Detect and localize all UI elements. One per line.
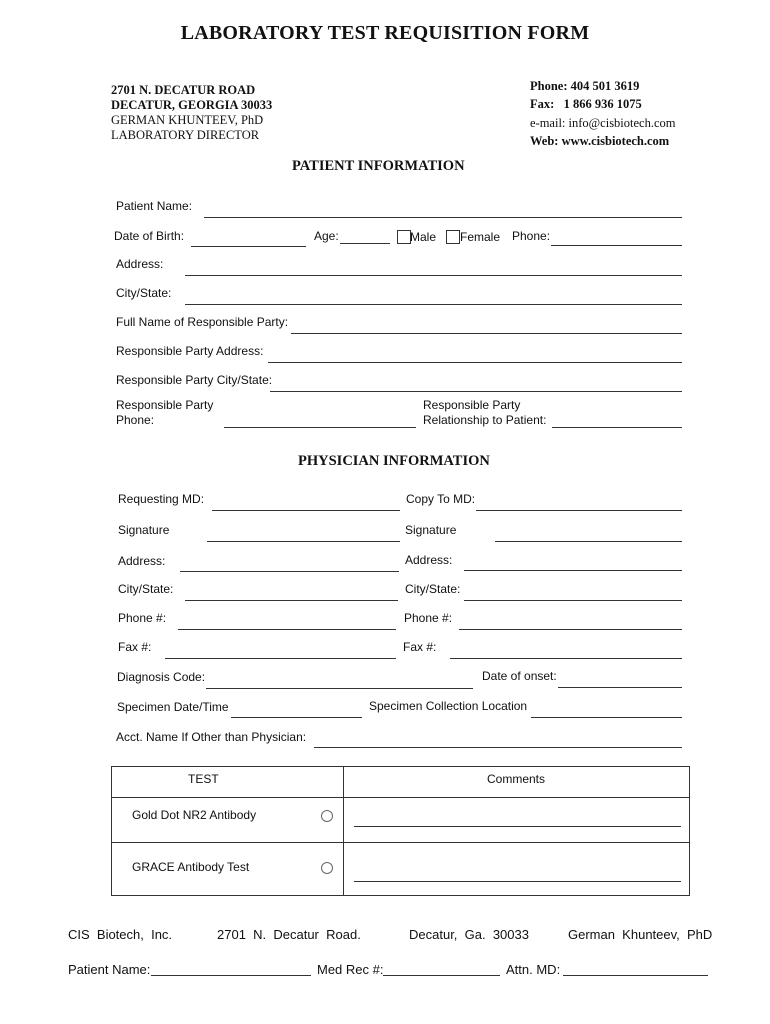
physician-city-left-field[interactable] [185, 600, 398, 601]
resp-name-field[interactable] [291, 333, 682, 334]
copy-to-md-label: Copy To MD: [406, 492, 476, 506]
physician-phone-right-field[interactable] [459, 629, 682, 630]
grace-comment-field[interactable] [354, 881, 681, 882]
physician-section-heading: PHYSICIAN INFORMATION [298, 453, 490, 469]
specimen-date-label: Specimen Date/Time [117, 700, 229, 714]
acct-name-field[interactable] [314, 747, 682, 748]
copy-to-md-field[interactable] [476, 510, 682, 511]
patient-section-heading: PATIENT INFORMATION [292, 158, 465, 174]
test-table-header-rule [111, 797, 689, 798]
male-label: Male [410, 230, 437, 244]
footer-patient-name-field[interactable] [151, 975, 311, 976]
resp-relationship-label-1: Responsible Party [423, 398, 521, 412]
footer-director: German Khunteev, PhD [568, 927, 713, 942]
resp-phone-label-1: Responsible Party [116, 398, 214, 412]
resp-phone-label-2: Phone: [116, 413, 155, 427]
specimen-location-field[interactable] [531, 717, 682, 718]
resp-name-label: Full Name of Responsible Party: [116, 315, 289, 329]
footer-attn-md-field[interactable] [563, 975, 708, 976]
physician-city-right-field[interactable] [464, 600, 682, 601]
phone-field[interactable] [551, 245, 682, 246]
female-checkbox[interactable] [446, 230, 460, 244]
footer-med-rec-label: Med Rec #: [317, 962, 384, 977]
footer-city: Decatur, Ga. 30033 [409, 927, 529, 942]
resp-phone-field[interactable] [224, 427, 416, 428]
dob-field[interactable] [191, 246, 306, 247]
physician-fax-right-field[interactable] [450, 658, 682, 659]
address-field[interactable] [185, 275, 682, 276]
physician-address-right-field[interactable] [464, 570, 682, 571]
diagnosis-code-label: Diagnosis Code: [117, 670, 206, 684]
comments-column-header: Comments [487, 772, 546, 786]
footer-company: CIS Biotech, Inc. [68, 927, 173, 942]
patient-name-field[interactable] [204, 217, 682, 218]
signature-left-field[interactable] [207, 541, 400, 542]
resp-city-label: Responsible Party City/State: [116, 373, 273, 387]
resp-address-label: Responsible Party Address: [116, 344, 264, 358]
female-label: Female [460, 230, 501, 244]
grace-radio[interactable] [321, 862, 333, 874]
test-table-divider [343, 766, 344, 895]
form-title: LABORATORY TEST REQUISITION FORM [180, 22, 590, 44]
requesting-md-label: Requesting MD: [118, 492, 205, 506]
city-state-label: City/State: [116, 286, 172, 300]
resp-relationship-label-2: Relationship to Patient: [423, 413, 547, 427]
signature-right-label: Signature [405, 523, 457, 537]
physician-address-right-label: Address: [405, 553, 453, 567]
date-of-onset-field[interactable] [558, 687, 682, 688]
signature-left-label: Signature [118, 523, 170, 537]
test-table-row-rule [111, 842, 689, 843]
director-name: GERMAN KHUNTEEV, PhD [111, 113, 264, 127]
test-name-grace: GRACE Antibody Test [132, 860, 250, 874]
resp-city-field[interactable] [270, 391, 682, 392]
physician-city-right-label: City/State: [405, 582, 461, 596]
footer-street: 2701 N. Decatur Road. [217, 927, 361, 942]
phone-label: Phone: [512, 229, 551, 243]
contact-web: Web: www.cisbiotech.com [530, 134, 670, 148]
male-checkbox[interactable] [397, 230, 411, 244]
gold-dot-comment-field[interactable] [354, 826, 681, 827]
specimen-location-label: Specimen Collection Location [369, 699, 528, 713]
physician-fax-right-label: Fax #: [403, 640, 437, 654]
age-label: Age: [314, 229, 339, 243]
test-name-gold-dot: Gold Dot NR2 Antibody [132, 808, 257, 822]
age-field[interactable] [340, 243, 390, 244]
gold-dot-radio[interactable] [321, 810, 333, 822]
acct-name-label: Acct. Name If Other than Physician: [116, 730, 307, 744]
contact-phone: Phone: 404 501 3619 [530, 79, 640, 93]
patient-name-label: Patient Name: [116, 199, 193, 213]
physician-city-left-label: City/State: [118, 582, 174, 596]
address-line-1: 2701 N. DECATUR ROAD [111, 83, 256, 97]
physician-phone-left-label: Phone #: [118, 611, 167, 625]
physician-fax-left-label: Fax #: [118, 640, 152, 654]
diagnosis-code-field[interactable] [206, 688, 473, 689]
resp-address-field[interactable] [268, 362, 682, 363]
physician-address-left-label: Address: [118, 554, 166, 568]
contact-fax: Fax: 1 866 936 1075 [530, 97, 642, 111]
footer-patient-name-label: Patient Name: [68, 962, 151, 977]
specimen-date-field[interactable] [231, 717, 362, 718]
address-label: Address: [116, 257, 164, 271]
footer-med-rec-field[interactable] [383, 975, 500, 976]
physician-phone-left-field[interactable] [178, 629, 396, 630]
date-of-onset-label: Date of onset: [482, 669, 557, 683]
physician-fax-left-field[interactable] [165, 658, 396, 659]
city-state-field[interactable] [185, 304, 682, 305]
physician-address-left-field[interactable] [180, 571, 399, 572]
resp-relationship-field[interactable] [552, 427, 682, 428]
requesting-md-field[interactable] [212, 510, 400, 511]
footer-attn-md-label: Attn. MD: [506, 962, 561, 977]
contact-email: e-mail: info@cisbiotech.com [530, 116, 676, 130]
address-line-2: DECATUR, GEORGIA 30033 [111, 98, 273, 112]
director-title: LABORATORY DIRECTOR [111, 128, 260, 142]
signature-right-field[interactable] [495, 541, 682, 542]
dob-label: Date of Birth: [114, 229, 185, 243]
test-column-header: TEST [188, 772, 219, 786]
physician-phone-right-label: Phone #: [404, 611, 453, 625]
